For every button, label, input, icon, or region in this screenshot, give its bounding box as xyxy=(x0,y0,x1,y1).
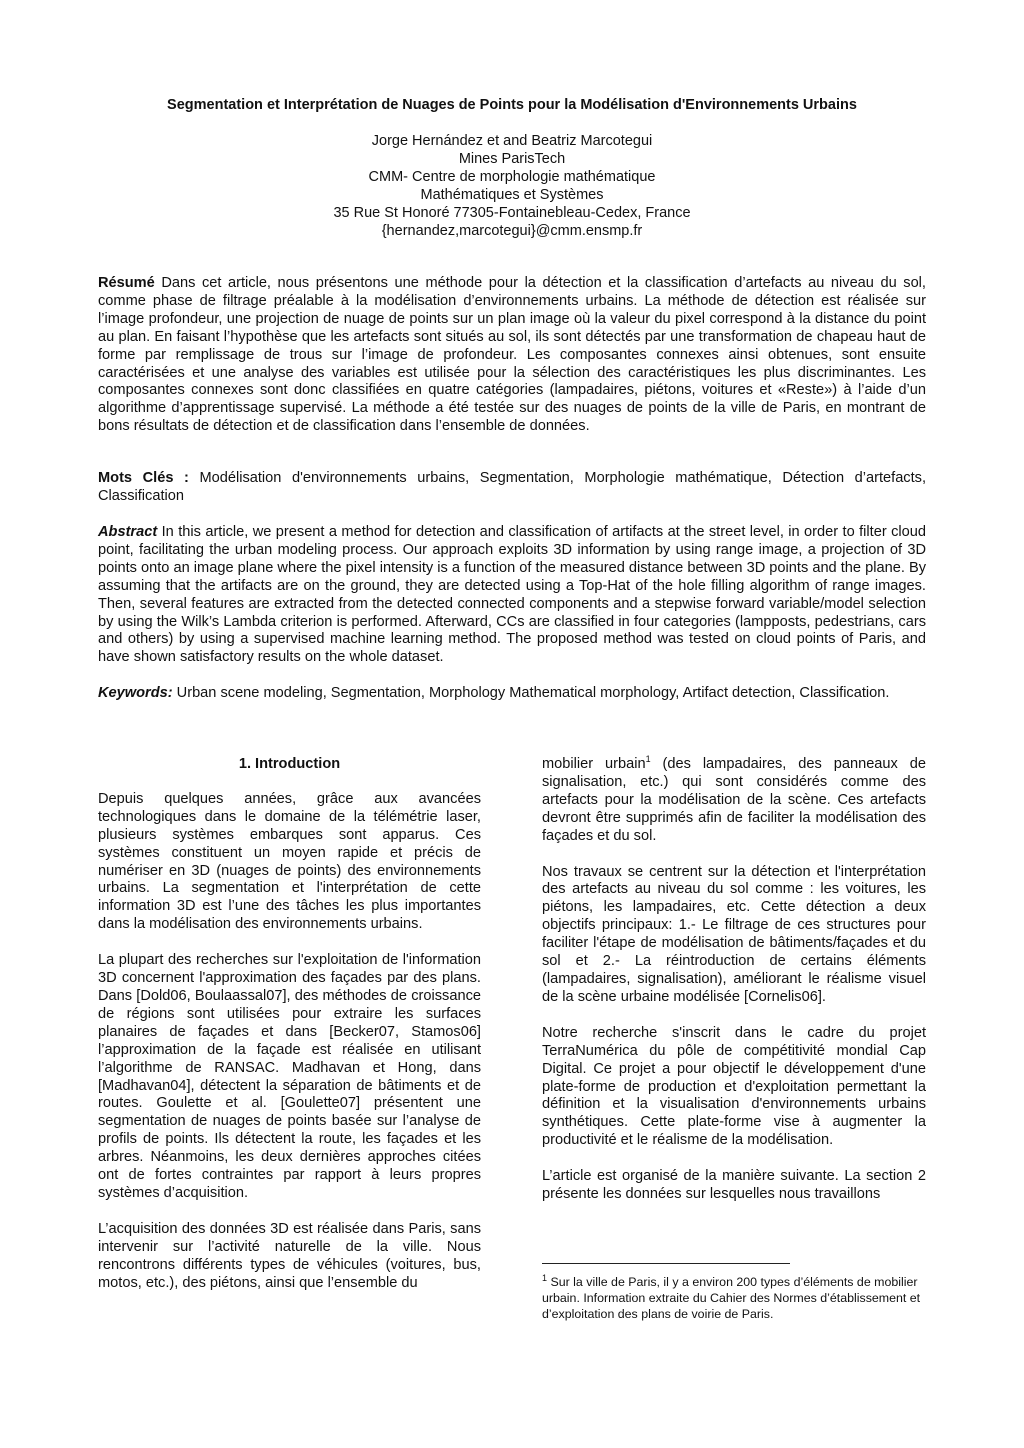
resume-text: Dans cet article, nous présentons une méthode pour la détection et la classification d’artefacts au niveau du sol, comme phase de filtrage préalable à la modélisation d’environnements urbains. La méthode de détection est réalisée sur l’image profondeur, une projection de nuage de points sur un plan image où la valeur du pixel correspond à la distance du point au plan. En faisant l’hypothèse que les artefacts sont situés au sol, ils sont détectés par une transformation de chapeau haut de forme par remplissage de trous sur l’image de profondeur. Les composantes connexes ainsi obtenues, sont ensuite caractérisées et une analyse des variables est utilisée pour la sélection des caractéristiques les plus discriminantes. Les composantes connexes sont donc classifiées en quatre catégories (lampadaires, piétons, voitures et «Reste») à l’aide d’un algorithme d’apprentissage supervisé. La méthode a été testée sur des nuages de points de la ville de Paris, en montrant de bons résultats de détection et de classification dans l’ensemble de données. xyxy=(98,275,926,435)
left-column xyxy=(98,756,481,1310)
footnote-divider xyxy=(542,1263,790,1264)
keywords-text: Urban scene modeling, Segmentation, Morphology Mathematical morphology, Artifact detection, Classification. xyxy=(176,685,890,701)
author-block xyxy=(98,133,926,240)
footnote-reference[interactable]: 1 xyxy=(645,754,651,765)
intro-paragraph-3: L’acquisition des données 3D est réalisée dans Paris, sans intervenir sur l’activité naturelle de la ville. Nous rencontrons différents types de véhicules (voitures, bus, motos, etc.), des piétons, ainsi que l’ensemble du xyxy=(98,1220,481,1291)
intro-paragraph-2: La plupart des recherches sur l'exploitation de l'information 3D concernent l'approximation des façades par des plans. Dans [Dold06, Boulaassal07], des méthodes de croissance de régions sont utilisées pour extraire les surfaces planaires de façades et dans [Becker07, Stamos06] l’approximation de la façade est réalisée en utilisant l’algorithme de RANSAC. Madhavan et Hong, dans [Madhavan04], détectent la séparation de bâtiments et de routes. Goulette et al. [Goulette07] présentent une segmentation de nuages de points basée sur l’analyse de profils de points. Ils détectent la route, les façades et les arbres. Néanmoins, les deux dernières approches citées ont de fortes contraintes par rapport à leurs propres systèmes d’acquisition. xyxy=(98,952,481,1201)
intro-paragraph-5: Nos travaux se centrent sur la détection et l'interprétation des artefacts au niveau du sol comme : les voitures, les piétons, les lampadaires, etc. Cette détection a deux objectifs principaux: 1.- Le filtrage de ces structures pour faciliter l'étape de modélisation de bâtiments/façades et du sol et 2.- La réintroduction de certains éléments (lampadaires, signalisation), améliorant le réalisme visuel de la scène urbaine modélisée [Cornelis06]. xyxy=(542,863,926,1005)
resume-paragraph xyxy=(98,275,926,436)
footnote-marker: 1 xyxy=(542,1272,548,1283)
abstract-label: Abstract xyxy=(98,524,158,540)
abstract-text: In this article, we present a method for detection and classification of artifacts at the street level, in order to filter cloud point, facilitating the urban modeling process. Our approach exploits 3D information by using range image, a projection of 3D points onto an image plane where the pixel intensity is a function of the measured distance between 3D points and the plane. By assuming that the artifacts are on the ground, they are detected using a Top-Hat of the hole filling algorithm of range images. Then, several features are extracted from the detected connected components and a stepwise forward variable/model selection by using the Wilk’s Lambda criterion is performed. Afterward, CCs are classified in four categories (lampposts, pedestrians, cars and others) by using a supervised machine learning method. The proposed method was tested on cloud points of Paris, and have shown satisfactory results on the whole dataset. xyxy=(98,524,926,666)
intro-paragraph-1: Depuis quelques années, grâce aux avancées technologiques dans le domaine de la télémétrie laser, plusieurs systèmes embarques sont apparus. Ces systèmes constituent un moyen rapide et précis de numériser en 3D (nuages de points) des environnements urbains. La segmentation et l'interprétation de cette information 3D est l’une des tâches les plus importantes dans la modélisation des environnements urbains. xyxy=(98,790,481,933)
mots-cles-label: Mots Clés : xyxy=(98,470,189,486)
intro-paragraph-4-start: mobilier urbain xyxy=(542,756,646,772)
author-department: CMM- Centre de morphologie mathématique xyxy=(368,168,656,185)
author-address: 35 Rue St Honoré 77305-Fontainebleau-Cedex, France xyxy=(333,204,691,221)
resume-label: Résumé xyxy=(98,275,155,291)
keywords-label: Keywords: xyxy=(98,685,173,701)
intro-paragraph-6: Notre recherche s'inscrit dans le cadre du projet TerraNumérica du pôle de compétitivité mondial Cap Digital. Ce projet a pour objectif le développement d'une plate-forme de production et d'exploitation permettant la définition et la visualisation d'environnements urbains synthétiques. Cette plate-forme vise à augmenter la productivité et le réalisme de la modélisation. xyxy=(542,1024,926,1149)
abstract-paragraph xyxy=(98,524,926,667)
author-unit: Mathématiques et Systèmes xyxy=(420,186,604,203)
right-column xyxy=(542,756,926,1222)
mots-cles-text: Modélisation d'environnements urbains, Segmentation, Morphologie mathématique, Détection d’artefacts, Classification xyxy=(98,470,927,504)
intro-paragraph-7: L’article est organisé de la manière suivante. La section 2 présente les données sur lesquelles nous travaillons xyxy=(542,1168,926,1203)
author-email: {hernandez,marcotegui}@cmm.ensmp.fr xyxy=(381,222,643,239)
paper-title: Segmentation et Interprétation de Nuages de Points pour la Modélisation d'Environnements Urbains xyxy=(167,97,857,113)
intro-paragraph-4 xyxy=(542,756,926,846)
section-heading-introduction: 1. Introduction xyxy=(238,756,341,772)
author-names: Jorge Hernández et and Beatriz Marcotegui xyxy=(371,133,653,149)
keywords-paragraph xyxy=(98,685,926,703)
mots-cles-paragraph xyxy=(98,470,926,506)
footnote xyxy=(542,1274,926,1322)
author-institution: Mines ParisTech xyxy=(458,150,566,167)
intro-paragraph-4-rest: (des lampadaires, des panneaux de signalisation, etc.) qui sont considérés comme des artefacts pour la modélisation de la scène. Ces artefacts devront être supprimés afin de faciliter la modélisation des façades et du sol. xyxy=(542,756,926,844)
footnote-text: Sur la ville de Paris, il y a environ 200 types d’éléments de mobilier urbain. Information extraite du Cahier des Normes d’établissement et d’exploitation des plans de voirie de Paris. xyxy=(542,1275,921,1321)
